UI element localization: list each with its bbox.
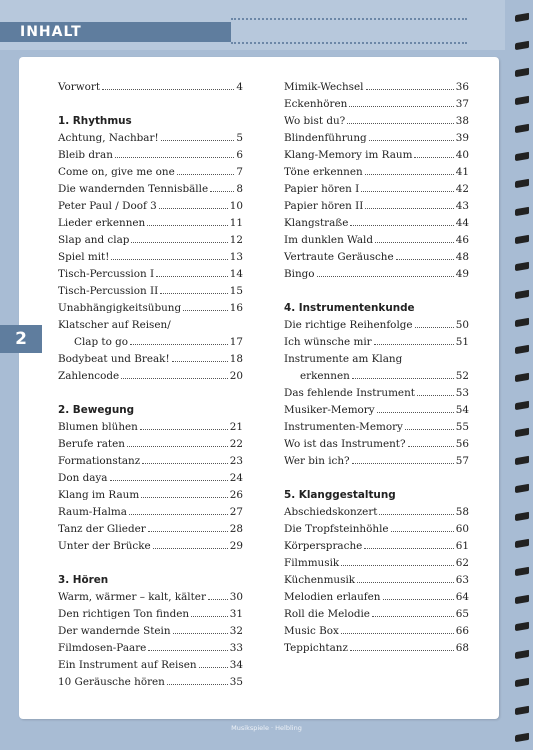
- toc-entry[interactable]: [284, 589, 469, 606]
- toc-entry[interactable]: [58, 538, 243, 555]
- section-heading: 3. Hören: [58, 574, 109, 586]
- dot-leader: [364, 538, 453, 549]
- binding-ring: [515, 484, 529, 493]
- header-dotted-rule-top: [231, 18, 467, 20]
- toc-entry[interactable]: [58, 266, 243, 283]
- toc-page-number: 68: [455, 642, 469, 654]
- dot-leader: [177, 164, 235, 175]
- toc-entry-title: Vertraute Geräusche: [284, 251, 394, 263]
- toc-entry[interactable]: [58, 351, 243, 368]
- dot-leader: [383, 589, 454, 600]
- toc-entry[interactable]: [58, 164, 243, 181]
- toc-entry[interactable]: [284, 96, 469, 113]
- toc-page-number: 14: [229, 268, 243, 280]
- toc-page-number: 66: [455, 625, 469, 637]
- toc-entry[interactable]: [284, 215, 469, 232]
- dot-leader: [156, 266, 228, 277]
- toc-page-number: 51: [455, 336, 469, 348]
- binding-ring: [515, 456, 529, 465]
- binding-ring: [515, 401, 529, 410]
- toc-page-number: 65: [455, 608, 469, 620]
- toc-entry-title: Berufe raten: [58, 438, 125, 450]
- toc-entry-title: Tisch-Percussion I: [58, 268, 155, 280]
- dot-leader: [160, 283, 228, 294]
- toc-page-number: 61: [455, 540, 469, 552]
- toc-page-number: 15: [229, 285, 243, 297]
- toc-page-number: 29: [229, 540, 243, 552]
- toc-entry[interactable]: [284, 555, 469, 572]
- binding-ring: [515, 428, 529, 437]
- toc-page-number: 55: [455, 421, 469, 433]
- toc-entry[interactable]: [284, 266, 469, 283]
- toc-page-number: 48: [455, 251, 469, 263]
- toc-entry-title: Bingo: [284, 268, 315, 280]
- dot-leader: [341, 623, 454, 634]
- dot-leader: [352, 453, 454, 464]
- toc-page-number: 64: [455, 591, 469, 603]
- toc-page-number: 53: [455, 387, 469, 399]
- toc-column-left: [58, 79, 243, 691]
- toc-entry[interactable]: [58, 504, 243, 521]
- toc-entry[interactable]: [284, 385, 469, 402]
- dot-leader: [208, 589, 228, 600]
- binding-ring: [515, 179, 529, 188]
- toc-entry-title: Klang im Raum: [58, 489, 140, 501]
- toc-entry-title: erkennen: [300, 370, 350, 382]
- toc-page-number: 11: [229, 217, 243, 229]
- dot-leader: [372, 606, 454, 617]
- toc-entry[interactable]: [284, 436, 469, 453]
- toc-entry[interactable]: [58, 198, 243, 215]
- toc-entry-title: Clap to go: [74, 336, 129, 348]
- toc-entry-title: Papier hören I: [284, 183, 360, 195]
- toc-entry-title: Filmdosen-Paare: [58, 642, 147, 654]
- toc-page-number: 63: [455, 574, 469, 586]
- toc-entry[interactable]: [58, 436, 243, 453]
- toc-entry-title: Vorwort: [58, 81, 101, 93]
- dot-leader: [115, 147, 234, 158]
- toc-page-number: 10: [229, 200, 243, 212]
- binding-ring: [515, 262, 529, 271]
- toc-entry[interactable]: [58, 232, 243, 249]
- toc-page-number: 30: [229, 591, 243, 603]
- toc-page-number: 50: [455, 319, 469, 331]
- toc-entry[interactable]: [284, 198, 469, 215]
- toc-page-number: 17: [229, 336, 243, 348]
- toc-entry[interactable]: [58, 79, 243, 96]
- dot-leader: [366, 79, 454, 90]
- toc-entry-title: Instrumente am Klang: [284, 353, 403, 365]
- toc-page-number: 18: [229, 353, 243, 365]
- binding-ring: [515, 622, 529, 631]
- dot-leader: [121, 368, 228, 379]
- page-title: INHALT: [0, 22, 231, 42]
- toc-entry-title: Das fehlende Instrument: [284, 387, 415, 399]
- toc-entry-first-line[interactable]: [58, 317, 243, 334]
- toc-entry[interactable]: [58, 147, 243, 164]
- toc-entry-title: Wo bist du?: [284, 115, 346, 127]
- toc-entry-title: Bodybeat und Break!: [58, 353, 170, 365]
- binding-ring: [515, 733, 529, 742]
- binding-ring: [515, 124, 529, 133]
- toc-entry[interactable]: [284, 368, 469, 385]
- section-heading: 1. Rhythmus: [58, 115, 132, 127]
- toc-page-number: 16: [229, 302, 243, 314]
- binding-ring: [515, 650, 529, 659]
- toc-page-number: 26: [229, 489, 243, 501]
- dot-leader: [153, 538, 228, 549]
- toc-entry-title: Ein Instrument auf Reisen: [58, 659, 197, 671]
- toc-entry[interactable]: [58, 130, 243, 147]
- toc-entry-title: Formationstanz: [58, 455, 141, 467]
- toc-entry[interactable]: [58, 674, 243, 691]
- toc-page-number: 20: [229, 370, 243, 382]
- toc-entry[interactable]: [284, 402, 469, 419]
- toc-page-number: 58: [455, 506, 469, 518]
- toc-entry-title: Peter Paul / Doof 3: [58, 200, 157, 212]
- toc-entry-title: Instrumenten-Memory: [284, 421, 403, 433]
- dot-leader: [375, 232, 454, 243]
- binding-ring: [515, 13, 529, 22]
- toc-page-number: 46: [455, 234, 469, 246]
- toc-entry[interactable]: [284, 572, 469, 589]
- toc-page-number: 6: [236, 149, 243, 161]
- dot-leader: [391, 521, 454, 532]
- binding-ring: [515, 290, 529, 299]
- dot-leader: [415, 317, 454, 328]
- toc-entry-title: Eckenhören: [284, 98, 348, 110]
- toc-column-right: [284, 79, 469, 657]
- binding-ring: [515, 595, 529, 604]
- toc-page-number: 39: [455, 132, 469, 144]
- toc-page-number: 4: [236, 81, 243, 93]
- dot-leader: [131, 232, 227, 243]
- toc-page-number: 36: [455, 81, 469, 93]
- toc-entry-title: Den richtigen Ton finden: [58, 608, 190, 620]
- toc-entry-title: Unabhängigkeitsübung: [58, 302, 182, 314]
- toc-page-number: 60: [455, 523, 469, 535]
- dot-leader: [191, 606, 228, 617]
- dot-leader: [172, 351, 228, 362]
- section-heading: 4. Instrumentenkunde: [284, 302, 415, 314]
- binding-ring: [515, 235, 529, 244]
- binding-ring: [515, 567, 529, 576]
- toc-page-number: 34: [229, 659, 243, 671]
- toc-entry-title: Filmmusik: [284, 557, 340, 569]
- toc-entry[interactable]: [284, 181, 469, 198]
- toc-page-number: 27: [229, 506, 243, 518]
- toc-entry[interactable]: [284, 538, 469, 555]
- binding-ring: [515, 152, 529, 161]
- dot-leader: [405, 419, 454, 430]
- section-spacer: [58, 555, 243, 572]
- toc-page-number: 42: [455, 183, 469, 195]
- toc-page-number: 57: [455, 455, 469, 467]
- toc-entry-title: Klatscher auf Reisen/: [58, 319, 171, 331]
- binding-ring: [515, 706, 529, 715]
- binding-ring: [515, 539, 529, 548]
- header-dotted-rule-bottom: [231, 42, 467, 44]
- toc-page-number: 40: [455, 149, 469, 161]
- dot-leader: [408, 436, 454, 447]
- toc-entry[interactable]: [58, 181, 243, 198]
- toc-entry[interactable]: [58, 640, 243, 657]
- dot-leader: [379, 504, 453, 515]
- dot-leader: [173, 623, 228, 634]
- toc-entry-title: Die Tropfsteinhöhle: [284, 523, 389, 535]
- toc-page-number: 12: [229, 234, 243, 246]
- toc-entry-title: Klang-Memory im Raum: [284, 149, 413, 161]
- toc-entry[interactable]: [58, 521, 243, 538]
- binding-ring: [515, 678, 529, 687]
- toc-entry-title: Warm, wärmer – kalt, kälter: [58, 591, 206, 603]
- toc-entry-title: Melodien erlaufen: [284, 591, 381, 603]
- toc-page-number: 54: [455, 404, 469, 416]
- dot-leader: [365, 198, 453, 209]
- toc-page-number: 8: [236, 183, 243, 195]
- dot-leader: [361, 181, 453, 192]
- toc-page-number: 52: [455, 370, 469, 382]
- toc-page-number: 23: [229, 455, 243, 467]
- toc-page-number: 28: [229, 523, 243, 535]
- toc-entry[interactable]: [58, 487, 243, 504]
- toc-entry[interactable]: [284, 334, 469, 351]
- toc-entry[interactable]: [58, 470, 243, 487]
- dot-leader: [317, 266, 454, 277]
- dot-leader: [140, 419, 228, 430]
- toc-entry[interactable]: [284, 504, 469, 521]
- toc-entry-first-line[interactable]: [284, 351, 469, 368]
- toc-page-number: 37: [455, 98, 469, 110]
- toc-entry[interactable]: [284, 249, 469, 266]
- toc-page-number: 35: [229, 676, 243, 688]
- dot-leader: [199, 657, 228, 668]
- spiral-binding: [511, 0, 533, 750]
- dot-leader: [341, 555, 454, 566]
- toc-entry-title: Lieder erkennen: [58, 217, 146, 229]
- toc-entry-title: Come on, give me one: [58, 166, 175, 178]
- dot-leader: [350, 640, 454, 651]
- binding-ring: [515, 345, 529, 354]
- toc-entry-title: Papier hören II: [284, 200, 364, 212]
- dot-leader: [111, 249, 227, 260]
- binding-ring: [515, 68, 529, 77]
- toc-entry-title: Abschiedskonzert: [284, 506, 378, 518]
- toc-entry-title: Tisch-Percussion II: [58, 285, 159, 297]
- toc-entry[interactable]: [58, 283, 243, 300]
- toc-entry-title: Achtung, Nachbar!: [58, 132, 159, 144]
- toc-entry[interactable]: [58, 249, 243, 266]
- toc-entry-title: Zahlencode: [58, 370, 120, 382]
- footer-credit: Musikspiele · Helbling: [231, 724, 302, 732]
- toc-page-number: 22: [229, 438, 243, 450]
- dot-leader: [183, 300, 228, 311]
- dot-leader: [210, 181, 234, 192]
- dot-leader: [377, 402, 454, 413]
- section-spacer: [284, 470, 469, 487]
- toc-entry[interactable]: [284, 453, 469, 470]
- dot-leader: [350, 215, 453, 226]
- toc-entry[interactable]: [284, 623, 469, 640]
- toc-entry-title: Ich wünsche mir: [284, 336, 372, 348]
- dot-leader: [417, 385, 454, 396]
- toc-entry[interactable]: [284, 130, 469, 147]
- dot-leader: [148, 640, 227, 651]
- toc-page-number: 62: [455, 557, 469, 569]
- toc-entry-title: Blumen blühen: [58, 421, 138, 433]
- toc-entry-title: Körpersprache: [284, 540, 363, 552]
- toc-entry[interactable]: [58, 334, 243, 351]
- toc-page-number: 5: [236, 132, 243, 144]
- toc-page-number: 56: [455, 438, 469, 450]
- toc-page-number: 41: [455, 166, 469, 178]
- dot-leader: [148, 521, 228, 532]
- toc-page-number: 13: [229, 251, 243, 263]
- toc-entry[interactable]: [284, 640, 469, 657]
- toc-entry-title: Slap and clap: [58, 234, 130, 246]
- dot-leader: [141, 487, 228, 498]
- toc-page-number: 32: [229, 625, 243, 637]
- toc-entry[interactable]: [58, 368, 243, 385]
- dot-leader: [357, 572, 454, 583]
- binding-ring: [515, 41, 529, 50]
- toc-entry[interactable]: [58, 215, 243, 232]
- dot-leader: [369, 130, 454, 141]
- dot-leader: [159, 198, 228, 209]
- binding-ring: [515, 207, 529, 216]
- dot-leader: [396, 249, 454, 260]
- toc-page-number: 7: [236, 166, 243, 178]
- dot-leader: [130, 334, 228, 345]
- section-spacer: [58, 96, 243, 113]
- toc-entry[interactable]: [284, 147, 469, 164]
- toc-entry-title: Raum-Halma: [58, 506, 127, 518]
- toc-entry[interactable]: [58, 606, 243, 623]
- dot-leader: [374, 334, 454, 345]
- toc-entry[interactable]: [58, 623, 243, 640]
- toc-entry-title: Music Box: [284, 625, 339, 637]
- toc-entry-title: Töne erkennen: [284, 166, 363, 178]
- binding-ring: [515, 373, 529, 382]
- toc-entry[interactable]: [58, 589, 243, 606]
- toc-page-number: 49: [455, 268, 469, 280]
- toc-entry-title: Unter der Brücke: [58, 540, 151, 552]
- toc-page-number: 38: [455, 115, 469, 127]
- dot-leader: [347, 113, 454, 124]
- section-spacer: [58, 385, 243, 402]
- toc-entry-title: Im dunklen Wald: [284, 234, 374, 246]
- toc-entry-title: Mimik-Wechsel: [284, 81, 364, 93]
- toc-entry-title: Wer bin ich?: [284, 455, 350, 467]
- toc-entry[interactable]: [284, 317, 469, 334]
- section-heading: 5. Klanggestaltung: [284, 489, 396, 501]
- toc-entry-title: 10 Geräusche hören: [58, 676, 165, 688]
- binding-ring: [515, 96, 529, 105]
- toc-page-number: 43: [455, 200, 469, 212]
- binding-ring: [515, 318, 529, 327]
- toc-entry-title: Musiker-Memory: [284, 404, 375, 416]
- toc-entry-title: Spiel mit!: [58, 251, 110, 263]
- toc-entry[interactable]: [284, 606, 469, 623]
- dot-leader: [414, 147, 453, 158]
- toc-entry[interactable]: [58, 657, 243, 674]
- dot-leader: [365, 164, 454, 175]
- toc-entry-title: Teppichtanz: [284, 642, 348, 654]
- section-heading: 2. Bewegung: [58, 404, 135, 416]
- toc-entry-title: Roll die Melodie: [284, 608, 370, 620]
- toc-entry-title: Küchenmusik: [284, 574, 356, 586]
- toc-page-number: 33: [229, 642, 243, 654]
- dot-leader: [129, 504, 228, 515]
- toc-entry-title: Tanz der Glieder: [58, 523, 146, 535]
- toc-entry-title: Die wandernden Tennisbälle: [58, 183, 209, 195]
- toc-page-number: 21: [229, 421, 243, 433]
- toc-entry-title: Der wandernde Stein: [58, 625, 171, 637]
- toc-entry[interactable]: [284, 232, 469, 249]
- toc-entry-title: Wo ist das Instrument?: [284, 438, 406, 450]
- dot-leader: [349, 96, 453, 107]
- section-spacer: [284, 283, 469, 300]
- dot-leader: [161, 130, 235, 141]
- toc-page-number: 44: [455, 217, 469, 229]
- dot-leader: [110, 470, 228, 481]
- dot-leader: [127, 436, 228, 447]
- toc-entry[interactable]: [58, 300, 243, 317]
- dot-leader: [102, 79, 234, 90]
- dot-leader: [352, 368, 454, 379]
- toc-entry-title: Die richtige Reihenfolge: [284, 319, 413, 331]
- toc-entry[interactable]: [284, 419, 469, 436]
- dot-leader: [167, 674, 228, 685]
- toc-entry-title: Bleib dran: [58, 149, 113, 161]
- toc-entry[interactable]: [284, 164, 469, 181]
- page-number-tab: 2: [0, 325, 42, 353]
- binding-ring: [515, 512, 529, 521]
- toc-entry[interactable]: [284, 113, 469, 130]
- toc-entry[interactable]: [284, 521, 469, 538]
- toc-entry[interactable]: [284, 79, 469, 96]
- toc-entry[interactable]: [58, 419, 243, 436]
- dot-leader: [147, 215, 228, 226]
- dot-leader: [142, 453, 228, 464]
- toc-page-number: 24: [229, 472, 243, 484]
- toc-entry-title: Blindenführung: [284, 132, 367, 144]
- toc-entry-title: Klangstraße: [284, 217, 349, 229]
- toc-page-number: 31: [229, 608, 243, 620]
- toc-entry-title: Don daya: [58, 472, 108, 484]
- toc-entry[interactable]: [58, 453, 243, 470]
